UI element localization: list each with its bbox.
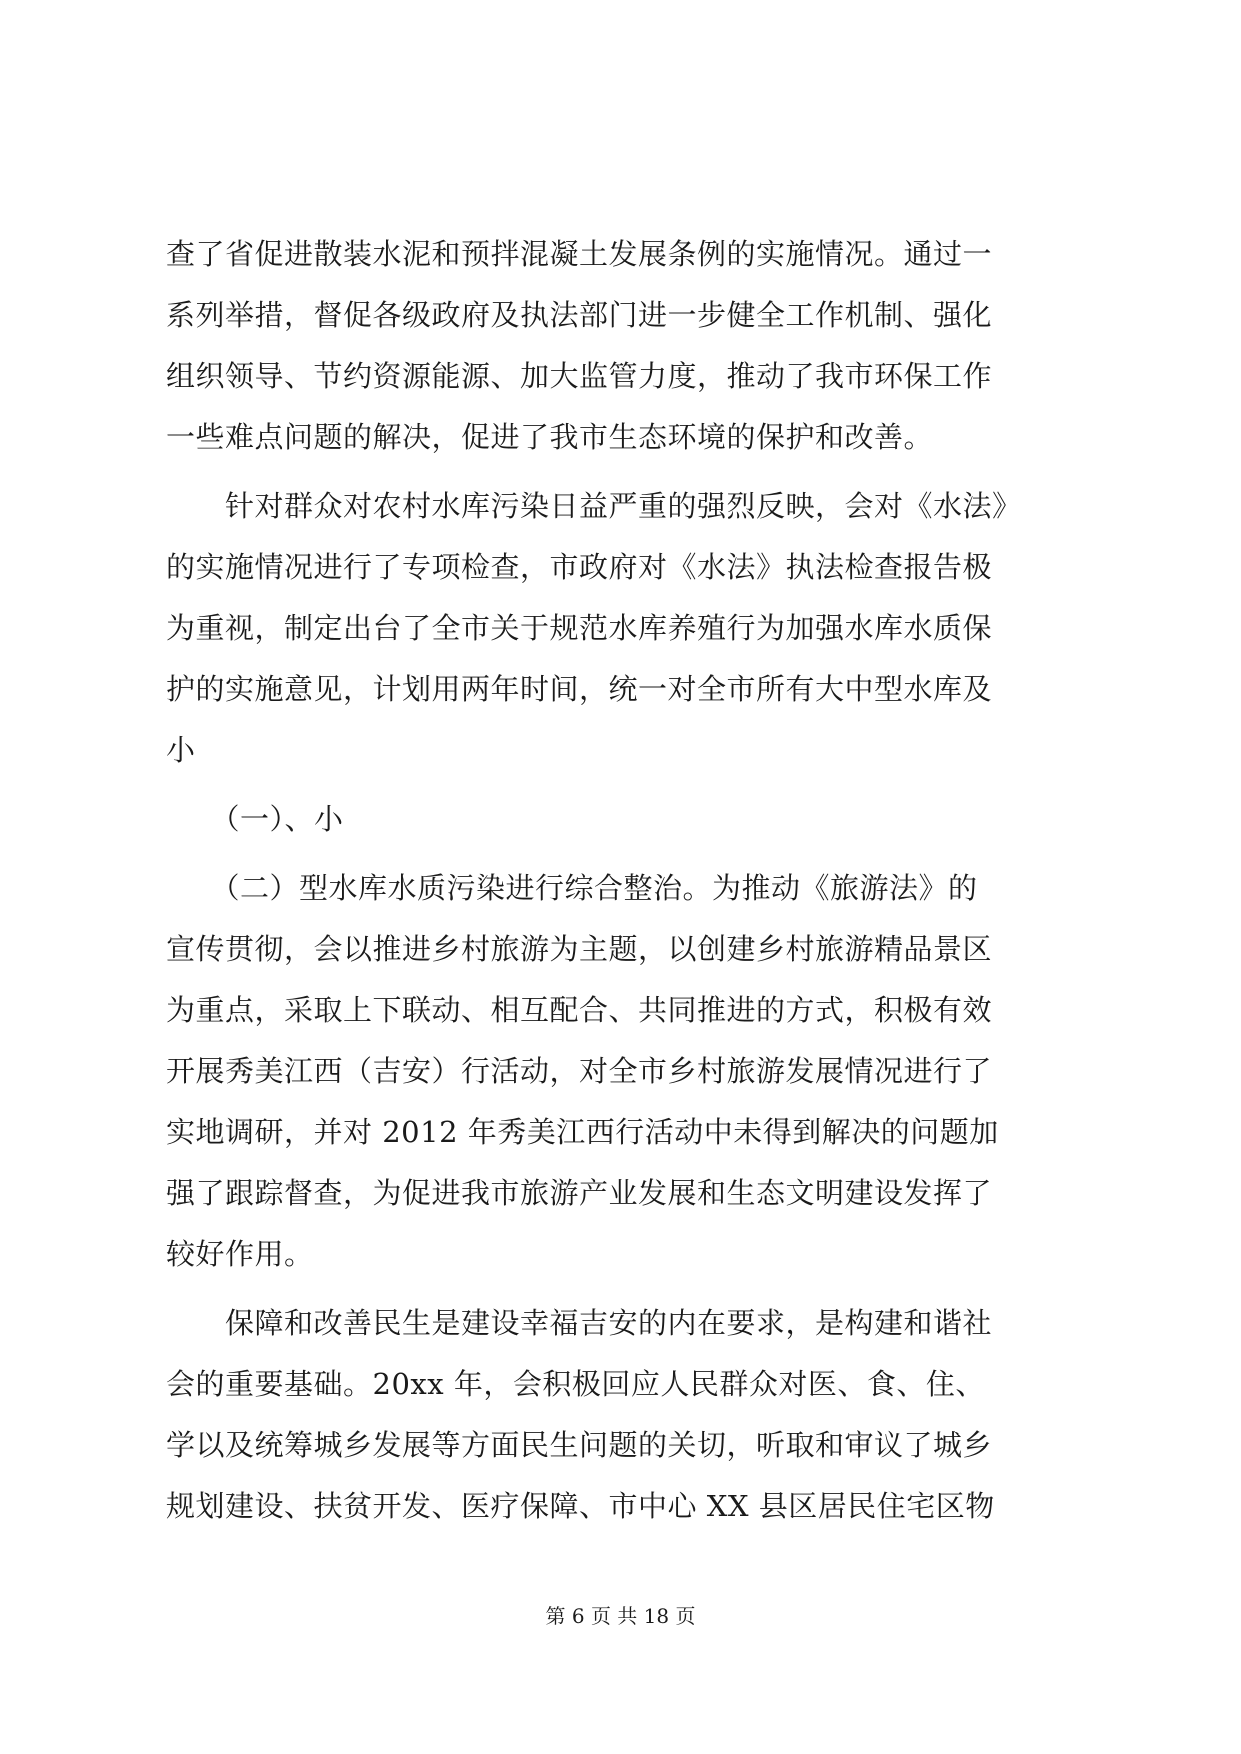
paragraph xyxy=(166,224,1076,468)
paragraph xyxy=(166,1293,1076,1537)
text-line: （一）、小 xyxy=(166,802,344,836)
text-line: 规划建设、扶贫开发、医疗保障、市中心 XX 县区居民住宅区物 xyxy=(166,1489,995,1523)
text-line: 较好作用。 xyxy=(166,1237,314,1271)
text-line: 小 xyxy=(166,733,196,767)
text-line: 会的重要基础。20xx 年，会积极回应人民群众对医、食、住、 xyxy=(166,1367,985,1401)
paragraph xyxy=(166,858,1076,1285)
paragraph-gap xyxy=(166,468,1076,476)
page-number-footer: 第 6 页 共 18 页 xyxy=(545,1604,696,1628)
text-line: 一些难点问题的解决，促进了我市生态环境的保护和改善。 xyxy=(166,420,934,454)
paragraph xyxy=(166,476,1076,781)
document-body xyxy=(166,224,1076,1537)
text-line: 宣传贯彻，会以推进乡村旅游为主题，以创建乡村旅游精品景区 xyxy=(166,932,993,966)
text-line: 为重点，采取上下联动、相互配合、共同推进的方式，积极有效 xyxy=(166,993,993,1027)
text-line: 的实施情况进行了专项检查，市政府对《水法》执法检查报告极 xyxy=(166,550,993,584)
text-line: 实地调研，并对 2012 年秀美江西行活动中未得到解决的问题加 xyxy=(166,1115,999,1149)
text-line: 保障和改善民生是建设幸福吉安的内在要求，是构建和谐社 xyxy=(166,1306,993,1340)
paragraph-gap xyxy=(166,781,1076,789)
text-line: 学以及统筹城乡发展等方面民生问题的关切，听取和审议了城乡 xyxy=(166,1428,993,1462)
paragraph-gap xyxy=(166,1285,1076,1293)
paragraph-gap xyxy=(166,850,1076,858)
text-line: 开展秀美江西（吉安）行活动，对全市乡村旅游发展情况进行了 xyxy=(166,1054,993,1088)
text-line: 强了跟踪督查，为促进我市旅游产业发展和生态文明建设发挥了 xyxy=(166,1176,993,1210)
text-line: 为重视，制定出台了全市关于规范水库养殖行为加强水库水质保 xyxy=(166,611,993,645)
text-line: 组织领导、节约资源能源、加大监管力度，推动了我市环保工作 xyxy=(166,359,993,393)
text-line: 针对群众对农村水库污染日益严重的强烈反映，会对《水法》 xyxy=(166,489,1022,523)
text-line: （二）型水库水质污染进行综合整治。为推动《旅游法》的 xyxy=(166,871,978,905)
paragraph xyxy=(166,789,1076,850)
text-line: 查了省促进散装水泥和预拌混凝土发展条例的实施情况。通过一 xyxy=(166,237,993,271)
text-line: 系列举措，督促各级政府及执法部门进一步健全工作机制、强化 xyxy=(166,298,993,332)
text-line: 护的实施意见，计划用两年时间，统一对全市所有大中型水库及 xyxy=(166,672,993,706)
